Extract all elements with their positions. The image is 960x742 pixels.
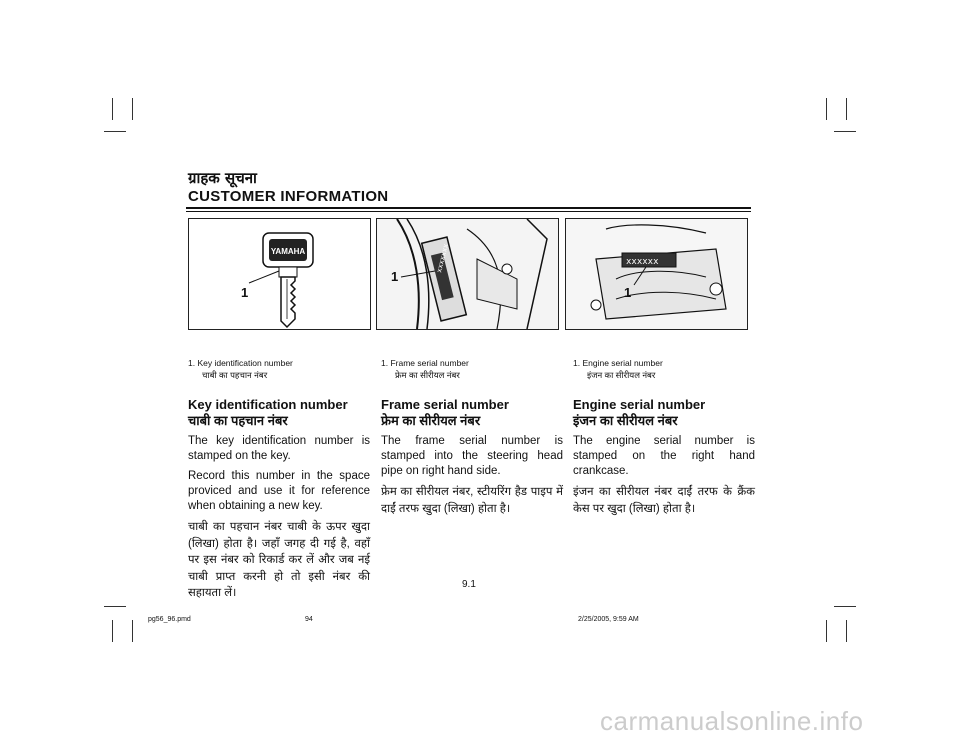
figure-callout: 1 bbox=[241, 285, 249, 300]
figure-callout: 1 bbox=[624, 285, 632, 300]
figure-caption-hindi: चाबी का पहचान नंबर bbox=[202, 370, 268, 380]
header-rule-thin bbox=[186, 211, 751, 212]
footer-page: 94 bbox=[305, 616, 313, 623]
figure-key bbox=[188, 218, 371, 330]
crop-mark bbox=[104, 131, 126, 132]
crop-mark bbox=[834, 606, 856, 607]
column-engine bbox=[573, 358, 755, 517]
figure-callout: 1 bbox=[391, 269, 399, 284]
paragraph: The engine serial number is stamped on the right hand crankcase. bbox=[573, 435, 755, 477]
crop-mark bbox=[112, 620, 113, 642]
section-heading-hindi: इंजन का सीरीयल नंबर bbox=[573, 413, 678, 428]
section-heading-hindi: फ्रेम का सीरीयल नंबर bbox=[381, 413, 481, 428]
section-title-english: CUSTOMER INFORMATION bbox=[188, 188, 389, 205]
crop-mark bbox=[132, 98, 133, 120]
crop-mark bbox=[834, 131, 856, 132]
crop-mark bbox=[846, 98, 847, 120]
section-title-hindi: ग्राहक सूचना bbox=[188, 169, 257, 187]
figure-caption: 1. Key identification number bbox=[188, 358, 293, 368]
section-heading: Engine serial number bbox=[573, 397, 706, 412]
column-key bbox=[188, 358, 370, 602]
paragraph-hindi: इंजन का सीरीयल नंबर दाईं तरफ के क्रैंक केस पर खुदा (लिखा) होता है। bbox=[573, 486, 755, 515]
crop-mark bbox=[826, 98, 827, 120]
crop-mark bbox=[846, 620, 847, 642]
paragraph: The frame serial number is stamped into the steering head pipe on right hand side. bbox=[381, 435, 563, 477]
crop-mark bbox=[826, 620, 827, 642]
footer-timestamp: 2/25/2005, 9:59 AM bbox=[578, 616, 639, 623]
figure-caption: 1. Engine serial number bbox=[573, 358, 663, 368]
section-heading: Key identification number bbox=[188, 397, 348, 412]
key-illustration bbox=[189, 219, 370, 329]
paragraph-hindi: चाबी का पहचान नंबर चाबी के ऊपर खुदा (लिखा) होता है। जहाँ जगह दी गई है, वहाँ पर इस नंबर को रिकार्ड कर लें और जब नई चाबी प्राप्त करनी हो तो इसी नंबर की सहायता लें। bbox=[188, 521, 370, 599]
figure-engine bbox=[565, 218, 748, 330]
engine-illustration bbox=[566, 219, 747, 329]
crop-mark bbox=[132, 620, 133, 642]
figure-caption-hindi: इंजन का सीरीयल नंबर bbox=[587, 370, 656, 380]
figure-caption: 1. Frame serial number bbox=[381, 358, 469, 368]
section-heading-hindi: चाबी का पहचान नंबर bbox=[188, 413, 288, 428]
header-rule bbox=[186, 207, 751, 209]
paragraph: Record this number in the space proviced and use it for reference when obtaining a new key. bbox=[188, 470, 370, 512]
section-heading: Frame serial number bbox=[381, 397, 509, 412]
footer-file: pg56_96.pmd bbox=[148, 616, 191, 623]
figure-frame bbox=[376, 218, 559, 330]
watermark: carmanualsonline.info bbox=[600, 706, 864, 736]
crop-mark bbox=[104, 606, 126, 607]
engine-stamp-text: xxxxxx bbox=[626, 257, 659, 267]
column-frame bbox=[381, 358, 563, 517]
paragraph-hindi: फ्रेम का सीरीयल नंबर, स्टीयरिंग हैड पाइप में दाईं तरफ खुदा (लिखा) होता है। bbox=[381, 486, 563, 515]
page-number: 9.1 bbox=[462, 579, 476, 590]
frame-illustration bbox=[377, 219, 558, 329]
key-brand-text: YAMAHA bbox=[270, 247, 306, 256]
figure-caption-hindi: फ्रेम का सीरीयल नंबर bbox=[395, 370, 460, 380]
frame-stamp-text: xxxxxxx bbox=[435, 242, 451, 274]
paragraph: The key identification number is stamped on the key. bbox=[188, 435, 370, 462]
crop-mark bbox=[112, 98, 113, 120]
